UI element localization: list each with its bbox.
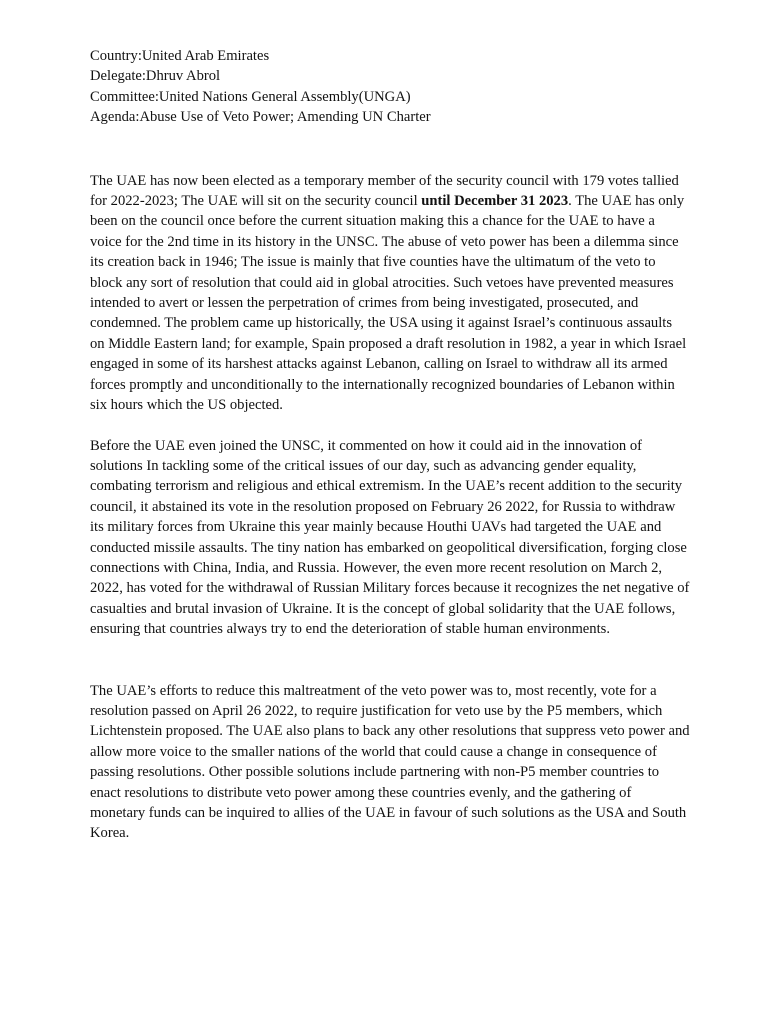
body-paragraph-1: [90, 171, 690, 416]
paragraph-1-bold-date: until December 31 2023: [421, 193, 569, 210]
country-line: Country:United Arab Emirates: [90, 48, 270, 64]
paragraph-1-text-end: . The UAE has only been on the council once before the current situation making this a chance for the UAE to have a voice for the 2nd time in its history in the UNSC. The abuse of veto power has been a dilemma since its creation back in 1946; The issue is mainly that five counties have the ultimatum of the veto to block any sort of resolution that could aid in global atrocities. Such vetoes have prevented measures intended to avert or lessen the perpetration of crimes from being investigated, prosecuted, and condemned. The problem came up historically, the USA using it against Israel’s continuous assaults on Middle Eastern land; for example, Spain proposed a draft resolution in 1982, a year in which Israel engaged in some of its harshest attacks against Lebanon, calling on Israel to withdraw all its armed forces promptly and unconditionally to the internationally recognized boundaries of Lebanon within six hours which the US objected.: [90, 193, 687, 414]
delegate-header: [90, 46, 690, 128]
body-paragraph-2: Before the UAE even joined the UNSC, it commented on how it could aid in the innovation of solutions In tackling some of the critical issues of our day, such as advancing gender equality, combating terrorism and religious and ethical extremism. In the UAE’s recent addition to the security council, it abstained its vote in the resolution proposed on February 26 2022, for Russia to withdraw its military forces from Ukraine this year mainly because Houthi UAVs had targeted the UAE and conducted missile assaults. The tiny nation has embarked on geopolitical diversification, forging close connections with China, India, and Russia. However, the even more recent resolution on March 2, 2022, has voted for the withdrawal of Russian Military forces because it recognizes the net negative of casualties and brutal invasion of Ukraine. It is the concept of global solidarity that the UAE follows, ensuring that countries always try to end the deterioration of stable human environments.: [90, 437, 690, 638]
body-paragraph-3: The UAE’s efforts to reduce this maltreatment of the veto power was to, most recently, vote for a resolution passed on April 26 2022, to require justification for veto use by the P5 members, which Lichtenstein proposed. The UAE also plans to back any other resolutions that suppress veto power and allow more voice to the smaller nations of the world that could cause a change in consequence of passing resolutions. Other possible solutions include partnering with non-P5 member countries to enact resolutions to distribute veto power among these countries evenly, and the gathering of monetary funds can be inquired to allies of the UAE in favour of such solutions as the USA and South Korea.: [90, 682, 690, 842]
agenda-line: Agenda:Abuse Use of Veto Power; Amending UN Charter: [90, 109, 431, 126]
document-page: [90, 46, 690, 844]
delegate-line: Delegate:Dhruv Abrol: [90, 68, 221, 85]
committee-line: Committee:United Nations General Assembly(UNGA): [90, 88, 411, 105]
paragraph-1-text-start: The UAE has now been elected as a temporary member of the security council with 179 votes tallied for 2022-2023; The UAE will sit on the security council: [90, 172, 679, 210]
